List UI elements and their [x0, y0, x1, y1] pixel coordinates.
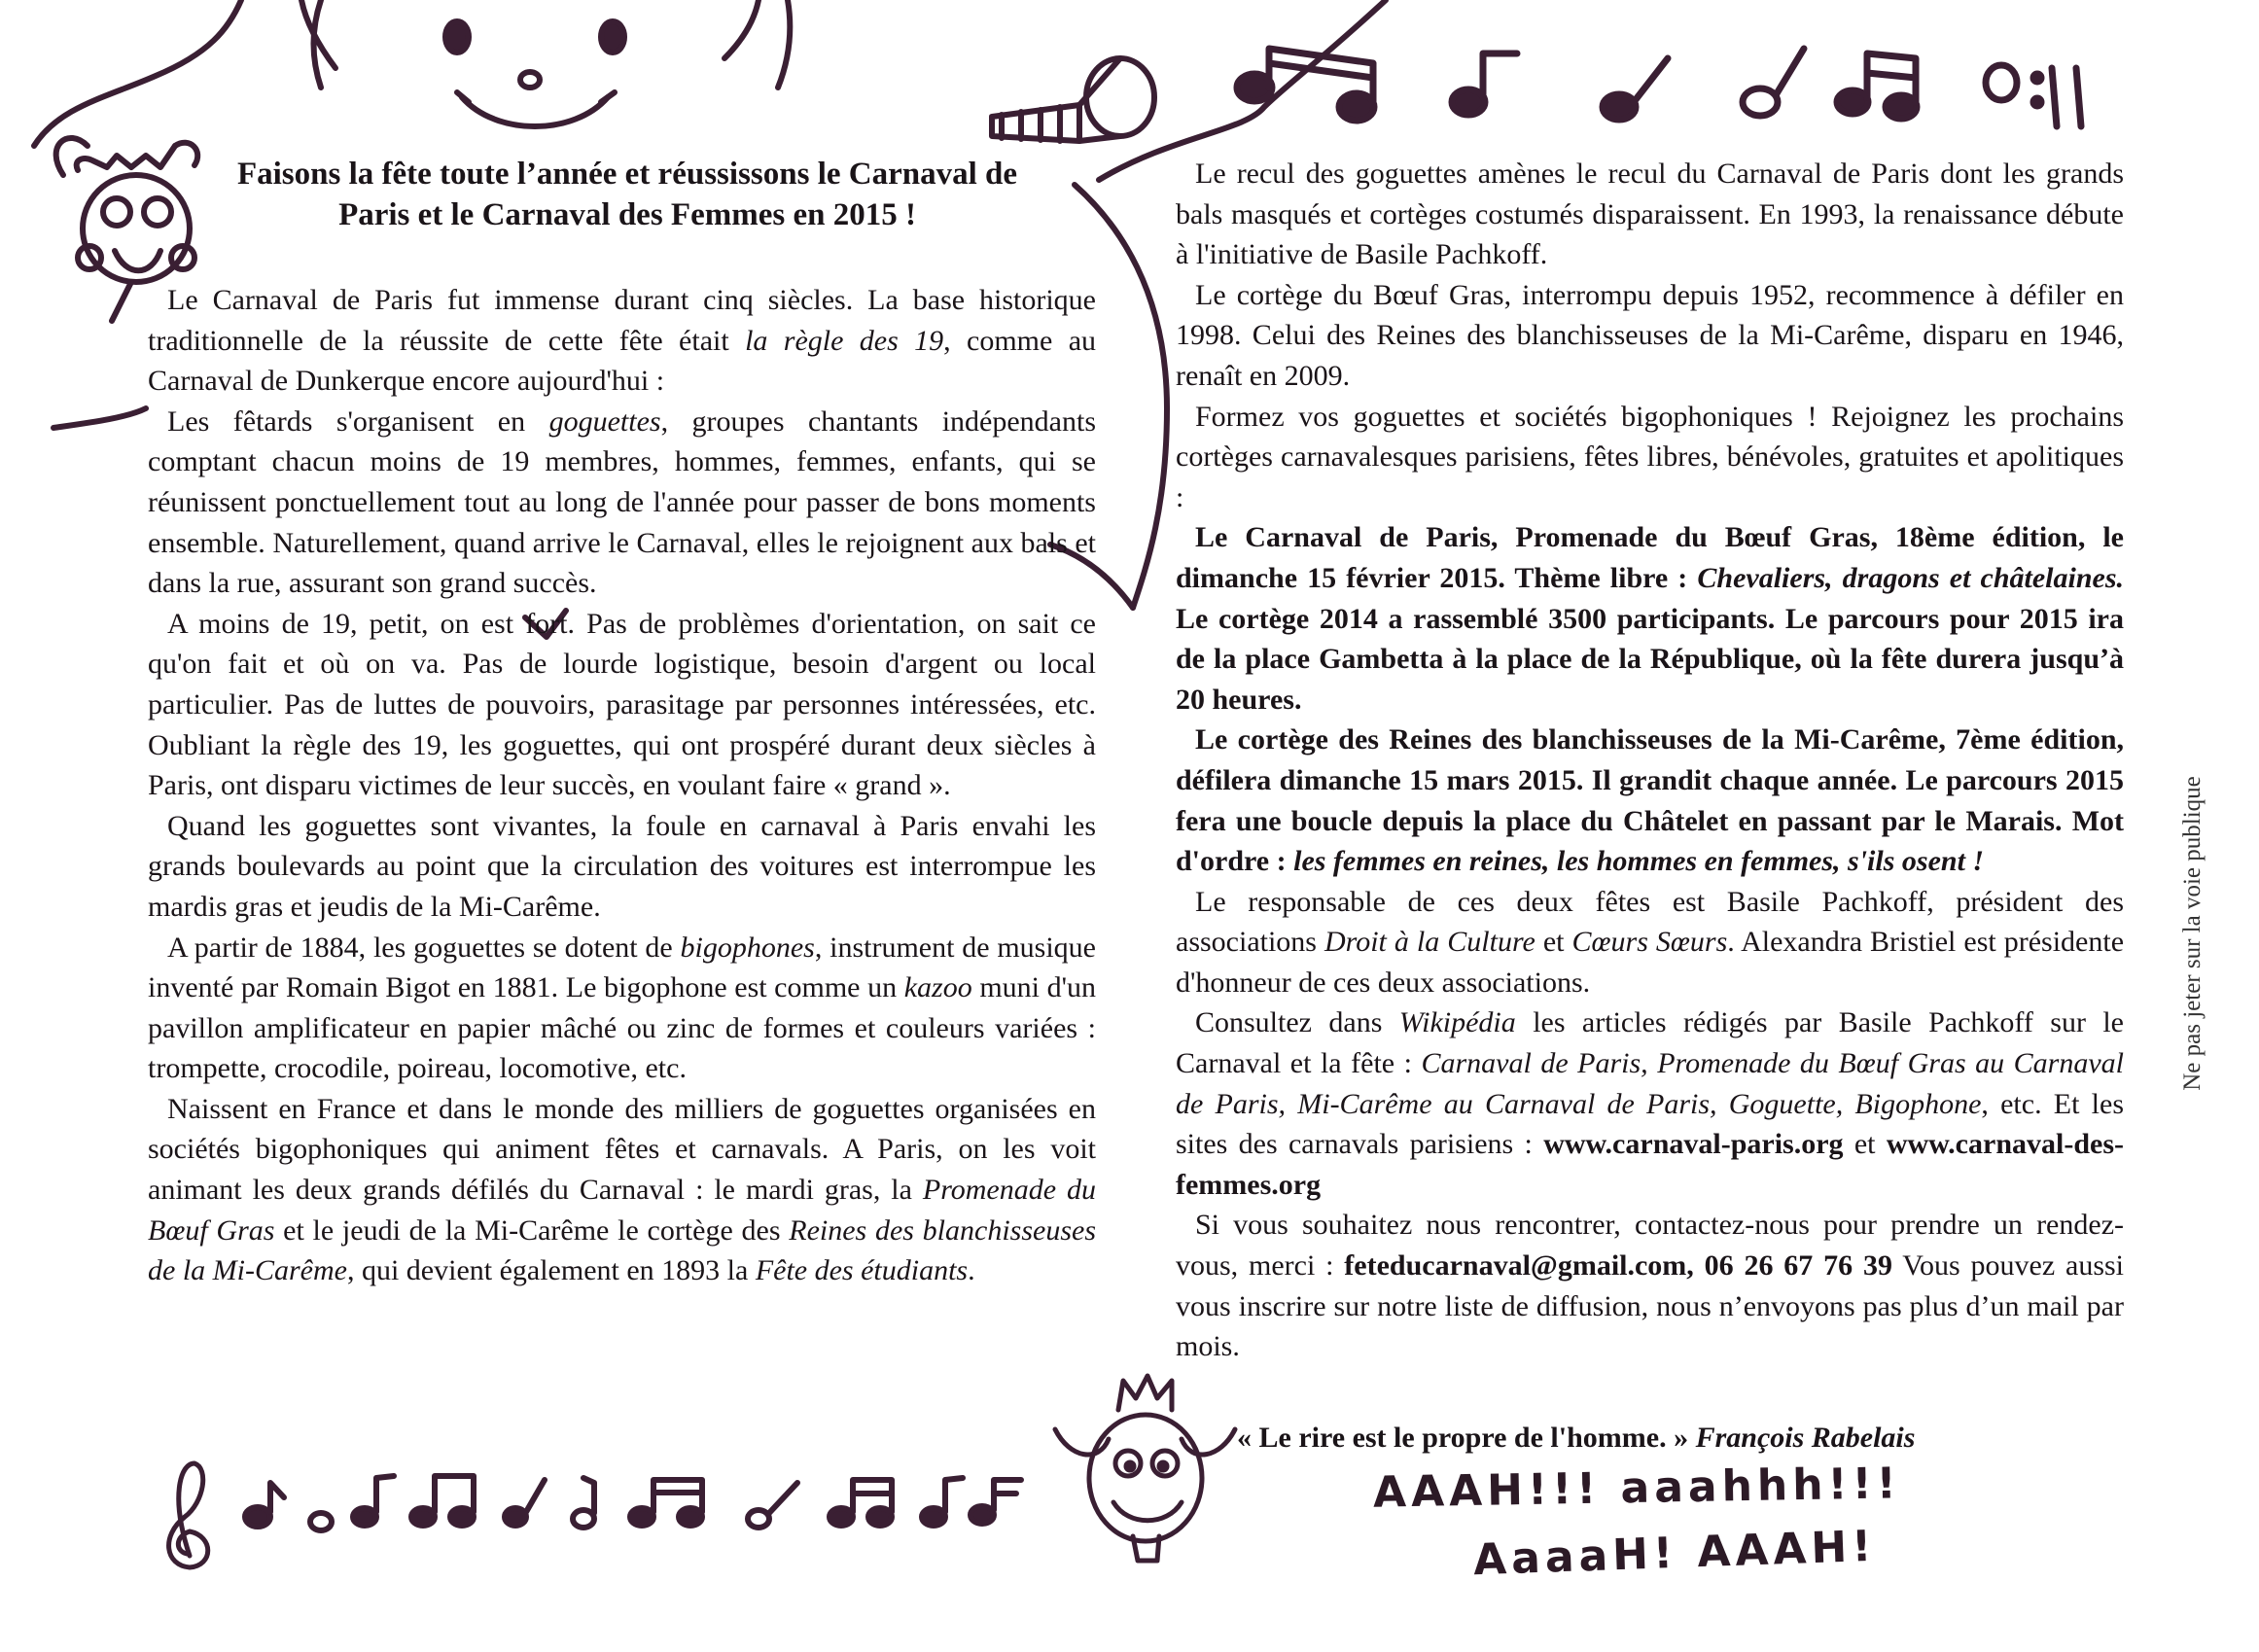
paragraph: A partir de 1884, les goguettes se dotent de bigophones, instrument de musique inventé par Romain Bigot en 1881. Le bigophone est comme un kazoo muni d'un pavillon amplificateur en papier mâché ou zinc de formes et couleurs variées : trompette, crocodile, poireau, locomotive, etc. [148, 931, 1097, 1085]
event-paragraph: Le Carnaval de Paris, Promenade du Bœuf Gras, 18ème édition, le dimanche 15 février 2015. Thème libre : Chevaliers, dragons et châtelaines. Le cortège 2014 a rassemblé 3500 participants. Le parcours pour 2015 ira de la place Gambetta à la place de la République, où la fête durera jusqu’à 20 heures. [1176, 521, 2124, 716]
website-link[interactable]: www.carnaval-paris.org [1543, 1128, 1844, 1161]
laughter-shout-1: AAAH!!! aaahhh!!! [1372, 1459, 1902, 1518]
treble-clef-icon [169, 1463, 208, 1567]
music-notes-icon [1237, 49, 2081, 126]
side-note: Ne pas jeter sur la voie publique [2179, 776, 2206, 1091]
bigophone-trumpet-icon [992, 58, 1154, 141]
smiling-moon-face-icon [34, 0, 790, 146]
paragraph: Si vous souhaitez nous rencontrer, contactez-nous pour prendre un rendez-vous, merci : feteducarnaval@gmail.com, 06 26 67 76 39 Vous pouvez aussi vous inscrire sur notre liste de diffusion, nous n’envoyons pas plus d’un mail par mois. [1176, 1209, 2124, 1363]
paragraph: A moins de 19, petit, on est fort. Pas de problèmes d'orientation, on sait ce qu'on fait et où on va. Pas de lourde logistique, besoin d'argent ou local particulier. Pas de luttes de pouvoirs, parasitage par personnes intéressées, etc. Oubliant la règle des 19, les goguettes, qui ont prospéré durant deux siècles à Paris, ont disparu victimes de leur succès, en voulant faire « grand ». [148, 607, 1096, 802]
headline-line-1: Faisons la fête toute l’année et réussissons le Carnaval de [236, 157, 1018, 192]
crowned-face-icon [1055, 1376, 1235, 1561]
paragraph: Le Carnaval de Paris fut immense durant cinq siècles. La base historique traditionnelle de la réussite de cette fête était la règle des 19, comme au Carnaval de Dunkerque encore aujourd'hui : [148, 284, 1097, 398]
contact-email-phone[interactable]: feteducarnaval@gmail.com, 06 26 67 76 39 [1344, 1249, 1892, 1283]
paragraph: Formez vos goguettes et sociétés bigophoniques ! Rejoignez les prochains cortèges carnavalesques parisiens, fêtes libres, bénévoles, gratuites et apolitiques : [1176, 400, 2124, 513]
paragraph: Consultez dans Wikipédia les articles rédigés par Basile Pachkoff sur le Carnaval et la fête : Carnaval de Paris, Promenade du Bœuf Gras au Carnaval de Paris, Mi-Carême au Carnaval de Paris, Goguette, Bigophone, etc. Et les sites des carnavals parisiens : www.carnaval-paris.org et www.carnaval-des-femmes.org [1176, 1006, 2125, 1201]
paragraph: Naissent en France et dans le monde des milliers de goguettes organisées en sociétés bigophoniques qui animent fêtes et carnavals. A Paris, on les voit animant les deux grands défilés du Carnaval : le mardi gras, la Promenade du Bœuf Gras et le jeudi de la Mi-Carême le cortège des Reines des blanchisseuses de la Mi-Carême, qui devient également en 1893 la Fête des étudiants. [148, 1092, 1096, 1287]
paragraph: Le cortège du Bœuf Gras, interrompu depuis 1952, recommence à défiler en 1998. Celui des Reines des blanchisseuses de la Mi-Carême, disparu en 1946, renaît en 2009. [1176, 278, 2124, 392]
music-notes-icon [245, 1476, 1021, 1530]
paragraph: Le responsable de ces deux fêtes est Basile Pachkoff, président des associations Droit à la Culture et Cœurs Sœurs. Alexandra Bristiel est présidente d'honneur de ces deux associations. [1176, 885, 2125, 999]
paragraph: Le recul des goguettes amènes le recul du Carnaval de Paris dont les grands bals masqués et cortèges costumés disparaissent. En 1993, la renaissance débute à l'initiative de Basile Pachkoff. [1176, 158, 2124, 271]
headline-line-2: Paris et le Carnaval des Femmes en 2015 ! [338, 197, 916, 232]
website-link[interactable]: www.carnaval-des-femmes.org [1176, 1128, 2124, 1201]
paragraph: Les fêtards s'organisent en goguettes, groupes chantants indépendants comptant chacun moins de 19 membres, hommes, femmes, enfants, qui se réunissent ponctuellement tout au long de l'année pour passer de bons moments ensemble. Naturellement, quand arrive le Carnaval, elles le rejoignent aux bals et dans la rue, assurant son grand succès. [148, 404, 1096, 600]
quote-author: François Rabelais [1695, 1422, 1916, 1454]
left-column [148, 280, 1096, 1291]
event-paragraph: Le cortège des Reines des blanchisseuses de la Mi-Carême, 7ème édition, défilera dimanche 15 mars 2015. Il grandit chaque année. Le parcours 2015 fera une boucle depuis la place du Châtelet en passant par le Marais. Mot d'ordre : les femmes en reines, les hommes en femmes, s'ils osent ! [1176, 723, 2124, 878]
paragraph: Quand les goguettes sont vivantes, la foule en carnaval à Paris envahi les grands boulevards au point que la circulation des voitures est interrompue les mardis gras et jeudis de la Mi-Carême. [148, 809, 1096, 923]
quote-text: « Le rire est le propre de l'homme. » [1237, 1422, 1689, 1454]
headline [156, 154, 1099, 235]
rabelais-quote [1237, 1418, 2112, 1459]
right-column [1176, 154, 2124, 1367]
laughter-shout-2: AaaaH! AAAH! [1472, 1521, 1878, 1586]
